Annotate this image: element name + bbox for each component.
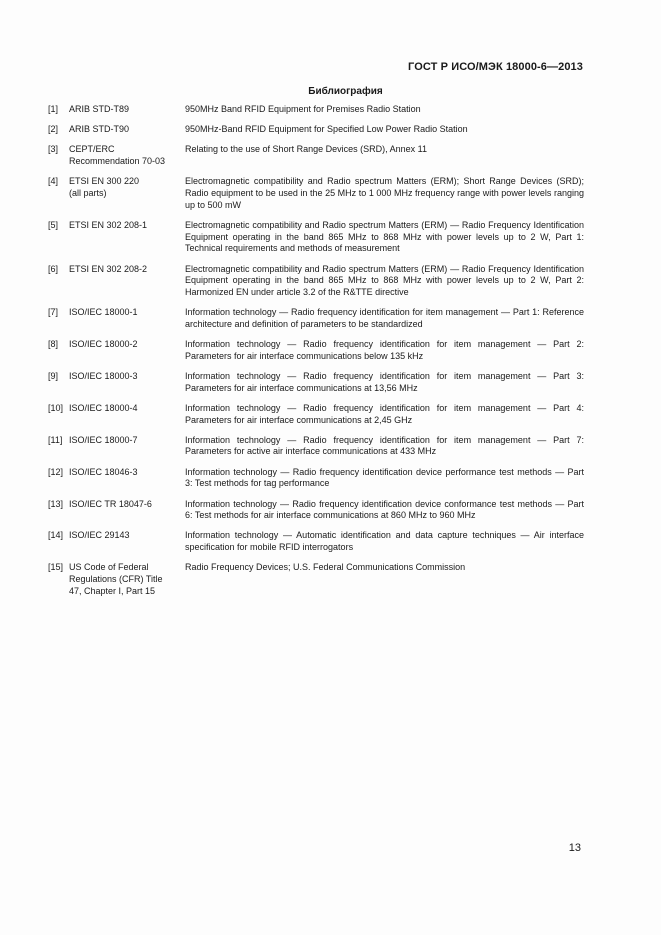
- entry-reference-code: ISO/IEC 18000-4: [69, 402, 138, 413]
- entry-reference-code: ARIB STD-T89: [69, 104, 130, 114]
- entry-title: Electromagnetic compatibility and Radio spectrum Matters (ERM); Short Range Devices (SRD); Radio equipment to be used in the 25 MHz to 1 000 MHz frequency range with power levels ranging up to 500 mW: [185, 176, 584, 210]
- entry-reference-code: ISO/IEC 18000-7: [69, 434, 138, 445]
- entry-reference-code: US Code of Federal Regulations (CFR) Title 47, Chapter I, Part 15: [69, 562, 163, 596]
- page-number: 13: [568, 842, 581, 854]
- entry-title: Information technology — Radio frequency identification for item management — Part 7: Parameters for active air interface communications at 433 MHz: [185, 434, 584, 457]
- entry-title: Relating to the use of Short Range Devices (SRD), Annex 11: [185, 144, 427, 155]
- entry-number: [4]: [48, 176, 59, 187]
- entry-title: Information technology — Radio frequency identification for item management — Part 2: Parameters for air interface communications below 135 kHz: [185, 339, 584, 361]
- bibliography-entry: [48, 403, 584, 426]
- bibliography-entry: [48, 371, 584, 394]
- entry-title: Information technology — Radio frequency identification device conformance test methods — Part 6: Test methods for air interface communications at 860 MHz to 960 MHz: [185, 498, 584, 521]
- entry-reference-code: ARIB STD-T90: [69, 124, 130, 135]
- bibliography-entry: [48, 144, 584, 167]
- bibliography-title: Библиография: [308, 86, 383, 97]
- entry-reference-code: ISO/IEC 18000-3: [69, 370, 138, 381]
- entry-number: [5]: [48, 219, 59, 230]
- entry-number: [8]: [48, 339, 59, 350]
- entry-number: [13]: [48, 498, 64, 509]
- entry-number: [15]: [48, 562, 64, 573]
- standard-header: ГОСТ Р ИСО/МЭК 18000-6—2013: [408, 61, 583, 73]
- entry-title: Information technology — Radio frequency identification for item management — Part 4: Parameters for air interface communications at 2,45 GHz: [185, 402, 584, 425]
- bibliography-entry: [48, 562, 584, 597]
- entry-title: Information technology — Radio frequency identification device performance test methods — Part 3: Test methods for tag performance: [185, 466, 584, 489]
- bibliography-entry: [48, 220, 584, 255]
- bibliography-entry: [48, 104, 584, 116]
- entry-number: [11]: [48, 434, 63, 445]
- entry-reference-code: CEPT/ERC Recommendation 70-03: [69, 144, 166, 167]
- entry-title: Electromagnetic compatibility and Radio spectrum Matters (ERM) — Radio Frequency Identification Equipment operating in the band 865 MHz to 868 MHz with power levels up to 2 W, Part 1: Technical requirements and methods of measurement: [185, 219, 584, 254]
- bibliography-entry: [48, 176, 584, 211]
- entry-reference-code: ETSI EN 302 208-1: [69, 219, 148, 230]
- entry-number: [7]: [48, 307, 59, 318]
- entry-number: [9]: [48, 370, 59, 381]
- entry-number: [12]: [48, 466, 64, 477]
- bibliography-entry: [48, 339, 584, 362]
- entry-reference-code: ISO/IEC TR 18047-6: [69, 498, 152, 509]
- bibliography-entry: [48, 264, 584, 299]
- entry-reference-code: ETSI EN 300 220 (all parts): [69, 176, 140, 199]
- entry-number: [10]: [48, 402, 64, 413]
- bibliography-entry: [48, 530, 584, 553]
- entry-reference-code: ETSI EN 302 208-2: [69, 263, 148, 274]
- bibliography-entry: [48, 435, 584, 458]
- entry-title: 950MHz Band RFID Equipment for Premises Radio Station: [185, 104, 421, 114]
- entry-number: [1]: [48, 104, 59, 114]
- entry-number: [2]: [48, 124, 59, 135]
- bibliography-entry: [48, 124, 584, 136]
- entry-reference-code: ISO/IEC 29143: [69, 530, 130, 541]
- entry-title: Information technology — Radio frequency identification for item management — Part 3: Parameters for air interface communications at 13,56 MHz: [185, 370, 584, 393]
- bibliography-entry: [48, 499, 584, 522]
- entry-reference-code: ISO/IEC 18046-3: [69, 466, 138, 477]
- bibliography-list: [48, 104, 584, 606]
- entry-number: [3]: [48, 144, 59, 155]
- entry-reference-code: ISO/IEC 18000-1: [69, 307, 138, 318]
- entry-title: 950MHz-Band RFID Equipment for Specified Low Power Radio Station: [185, 124, 468, 135]
- entry-number: [6]: [48, 263, 59, 274]
- bibliography-entry: [48, 467, 584, 490]
- entry-title: Radio Frequency Devices; U.S. Federal Communications Commission: [185, 562, 466, 573]
- entry-title: Information technology — Radio frequency identification for item management — Part 1: Reference architecture and definition of parameters to be standardized: [185, 307, 584, 329]
- entry-number: [14]: [48, 530, 64, 541]
- bibliography-entry: [48, 307, 584, 330]
- entry-title: Electromagnetic compatibility and Radio spectrum Matters (ERM) — Radio Frequency Identification Equipment operating in the band 865 MHz to 868 MHz with power levels up to 2 W, Part 2: Harmonized EN under article 3.2 of the R&TTE directive: [185, 263, 584, 297]
- entry-title: Information technology — Automatic identification and data capture techniques — Air interface specification for mobile RFID interrogators: [185, 530, 584, 553]
- entry-reference-code: ISO/IEC 18000-2: [69, 339, 138, 350]
